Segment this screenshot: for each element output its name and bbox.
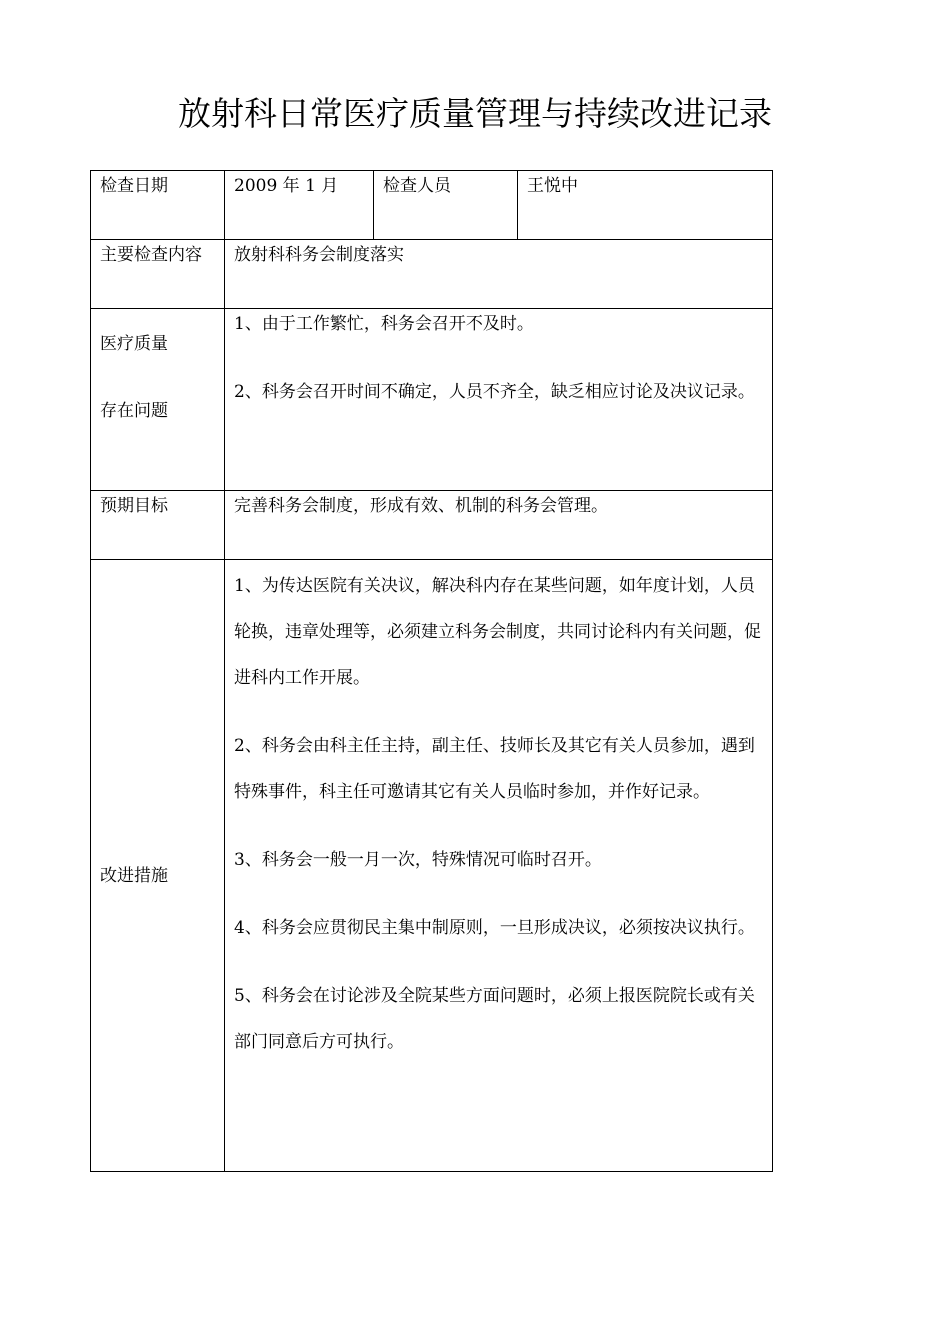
measure-item: 3、科务会一般一月一次，特殊情况可临时召开。	[234, 850, 602, 870]
inspector-label: 检查人员	[374, 171, 518, 240]
row-check-date	[91, 171, 773, 240]
measure-item: 5、科务会在讨论涉及全院某些方面问题时，必须上报医院院长或有关部门同意后方可执行。	[234, 986, 755, 1052]
inspector-value: 王悦中	[518, 171, 773, 240]
problems-label-line1: 医疗质量	[100, 334, 168, 354]
problem-item: 1、由于工作繁忙，科务会召开不及时。	[234, 314, 534, 334]
goal-value: 完善科务会制度，形成有效、机制的科务会管理。	[225, 491, 773, 560]
document-title: 放射科日常医疗质量管理与持续改进记录	[178, 94, 772, 133]
check-date-value: 2009 年 1 月	[225, 171, 374, 240]
problems-list	[225, 309, 773, 491]
row-quality-problems	[91, 309, 773, 491]
goal-label: 预期目标	[91, 491, 225, 560]
measure-item: 1、为传达医院有关决议，解决科内存在某些问题，如年度计划，人员轮换，违章处理等，必须建立科务会制度，共同讨论科内有关问题，促进科内工作开展。	[234, 576, 761, 688]
problem-item: 2、科务会召开时间不确定，人员不齐全，缺乏相应讨论及决议记录。	[234, 382, 755, 402]
row-improvement-measures	[91, 560, 773, 1172]
measures-list	[225, 560, 773, 1172]
measure-item: 4、科务会应贯彻民主集中制原则，一旦形成决议，必须按决议执行。	[234, 918, 755, 938]
measure-item: 2、科务会由科主任主持，副主任、技师长及其它有关人员参加，遇到特殊事件，科主任可邀请其它有关人员临时参加，并作好记录。	[234, 736, 755, 802]
measures-label	[91, 560, 225, 1172]
problems-label-line2: 存在问题	[100, 401, 168, 421]
problems-label	[91, 309, 225, 491]
measures-label-text: 改进措施	[100, 865, 168, 886]
main-content-value: 放射科科务会制度落实	[225, 240, 773, 309]
row-main-content	[91, 240, 773, 309]
check-date-label: 检查日期	[91, 171, 225, 240]
quality-record-table	[90, 170, 773, 1172]
row-expected-goal	[91, 491, 773, 560]
main-content-label: 主要检查内容	[91, 240, 225, 309]
